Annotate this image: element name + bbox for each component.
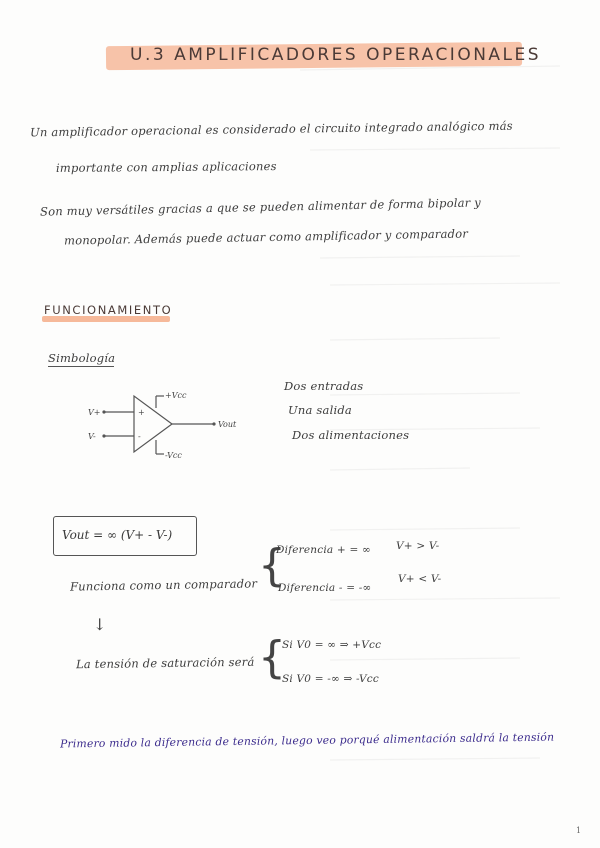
saturation-brace: { — [258, 632, 286, 683]
subsection-title: Simbología — [48, 351, 116, 365]
down-arrow: ↓ — [93, 615, 107, 634]
page-number: 1 — [576, 826, 582, 835]
saturation-case-negative: Si V0 = -∞ ⇒ -Vcc — [282, 673, 379, 685]
input-plus-label: V+ — [88, 408, 101, 417]
intro-line-1: Un amplificador operacional es considerado el circuito integrado analógico más — [29, 118, 513, 140]
comparator-case-negative: Diferencia - = -∞ — [278, 582, 372, 594]
feature-inputs: Dos entradas — [284, 379, 364, 393]
plus-sign: + — [138, 408, 145, 417]
supply-pos-label: +Vcc — [165, 391, 187, 400]
opamp-symbol — [84, 386, 254, 466]
input-minus-label: V- — [88, 432, 96, 441]
comparator-cond-negative: V+ < V- — [398, 573, 442, 585]
comparator-label: Funciona como un comparador — [69, 576, 258, 594]
comparator-brace: { — [258, 540, 286, 591]
opamp-triangle — [134, 396, 172, 452]
minus-sign: - — [138, 432, 141, 441]
purple-note: Primero mido la diferencia de tensión, luego veo porqué alimentación saldrá la tensión — [59, 730, 555, 751]
intro-line-4: monopolar. Además puede actuar como amplificador y comparador — [63, 226, 469, 248]
feature-output: Una salida — [288, 403, 352, 417]
gain-formula: Vout = ∞ (V+ - V-) — [62, 528, 173, 542]
intro-line-3: Son muy versátiles gracias a que se pueden alimentar de forma bipolar y — [39, 195, 482, 219]
page-title: U.3 AMPLIFICADORES OPERACIONALES — [130, 45, 542, 65]
intro-line-2: importante con amplias aplicaciones — [55, 159, 277, 175]
comparator-case-positive: Diferencia + = ∞ — [276, 544, 371, 556]
output-label: Vout — [218, 420, 237, 429]
comparator-cond-positive: V+ > V- — [396, 540, 440, 552]
supply-neg-label: -Vcc — [165, 451, 182, 460]
section-title: FUNCIONAMIENTO — [44, 303, 173, 317]
subsection-underline — [48, 366, 114, 367]
saturation-label: La tensión de saturación será — [75, 654, 255, 672]
saturation-case-positive: Si V0 = ∞ ⇒ +Vcc — [282, 639, 382, 651]
feature-supplies: Dos alimentaciones — [292, 428, 410, 442]
